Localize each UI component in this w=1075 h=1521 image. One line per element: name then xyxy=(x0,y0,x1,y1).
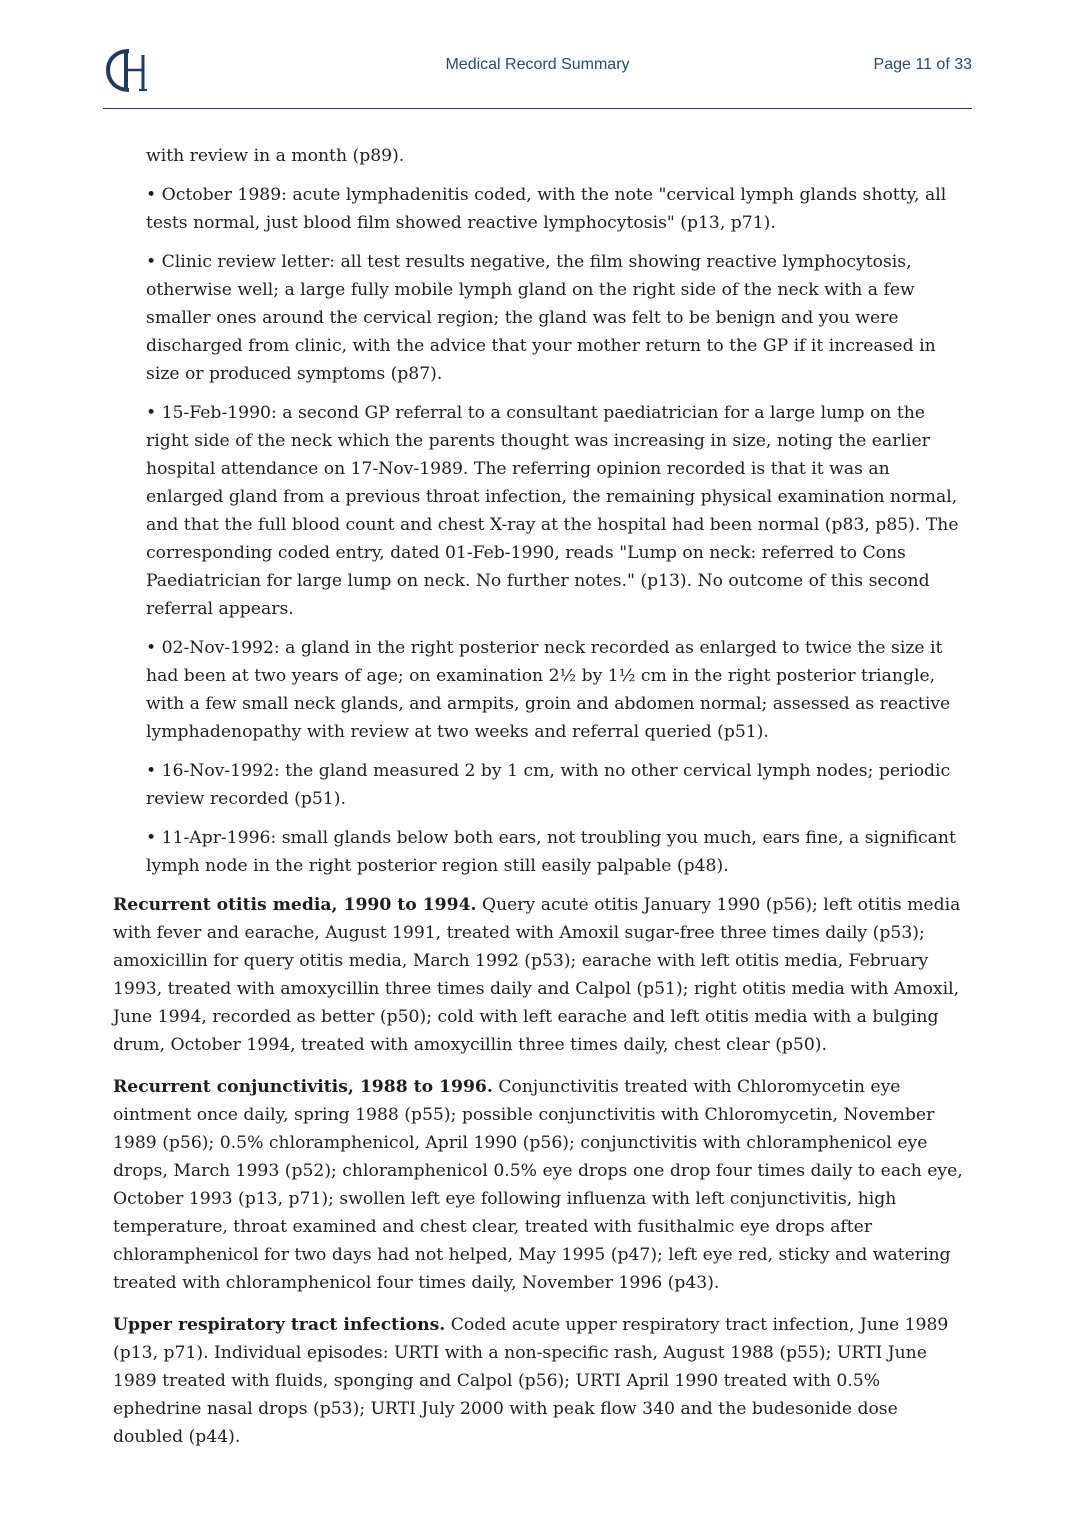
section-otitis-media xyxy=(113,891,965,1059)
document-title: Medical Record Summary xyxy=(445,56,630,73)
section-heading: Recurrent conjunctivitis, 1988 to 1996. xyxy=(113,1077,493,1097)
list-item: • 02-Nov-1992: a gland in the right posterior neck recorded as enlarged to twice the size it had been at two years of age; on examination 2½ by 1½ cm in the right posterior triangle, with a few small neck glands, and armpits, groin and abdomen normal; assessed as reactive lymphadenopathy with review at two weeks and referral queried (p51). xyxy=(146,638,951,742)
section-heading: Upper respiratory tract infections. xyxy=(113,1315,446,1335)
section-conjunctivitis xyxy=(113,1073,965,1297)
list-item: • Clinic review letter: all test results negative, the film showing reactive lymphocytosis, otherwise well; a large fully mobile lymph gland on the right side of the neck with a few smaller ones around the cervical region; the gland was felt to be benign and you were discharged from clinic, with the advice that your mother return to the GP if it increased in size or produced symptoms (p87). xyxy=(146,252,936,384)
page-number: Page 11 of 33 xyxy=(873,56,972,73)
page-content xyxy=(113,142,965,1465)
section-urti xyxy=(113,1311,965,1451)
list-item: • 11-Apr-1996: small glands below both ears, not troubling you much, ears fine, a significant lymph node in the right posterior region still easily palpable (p48). xyxy=(146,828,956,876)
list-item: • October 1989: acute lymphadenitis coded, with the note "cervical lymph glands shotty, all tests normal, just blood film showed reactive lymphocytosis" (p13, p71). xyxy=(146,185,947,233)
section-body: Coded acute upper respiratory tract infection, June 1989 (p13, p71). Individual episodes: URTI with a non-specific rash, August 1988 (p55); URTI June 1989 treated with fluids, sponging and Calpol (p56); URTI April 1990 treated with 0.5% ephedrine nasal drops (p53); URTI July 2000 with peak flow 340 and the budesonide dose doubled (p44). xyxy=(113,1315,949,1447)
section-heading: Recurrent otitis media, 1990 to 1994. xyxy=(113,895,477,915)
list-item: • 15-Feb-1990: a second GP referral to a consultant paediatrician for a large lump on the right side of the neck which the parents thought was increasing in size, noting the earlier hospital attendance on 17-Nov-1989. The referring opinion recorded is that it was an enlarged gland from a previous throat infection, the remaining physical examination normal, and that the full blood count and chest X-ray at the hospital had been normal (p83, p85). The corresponding coded entry, dated 01-Feb-1990, reads "Lump on neck: referred to Cons Paediatrician for large lump on neck. No further notes." (p13). No outcome of this second referral appears. xyxy=(146,403,959,619)
list-item: with review in a month (p89). xyxy=(146,146,405,166)
section-body: Query acute otitis January 1990 (p56); left otitis media with fever and earache, August 1991, treated with Amoxil sugar-free three times daily (p53); amoxicillin for query otitis media, March 1992 (p53); earache with left otitis media, February 1993, treated with amoxycillin three times daily and Calpol (p51); right otitis media with Amoxil, June 1994, recorded as better (p50); cold with left earache and left otitis media with a bulging drum, October 1994, treated with amoxycillin three times daily, chest clear (p50). xyxy=(113,895,961,1055)
page-header xyxy=(103,44,972,109)
list-item: • 16-Nov-1992: the gland measured 2 by 1 cm, with no other cervical lymph nodes; periodic review recorded (p51). xyxy=(146,761,951,809)
section-body: Conjunctivitis treated with Chloromycetin eye ointment once daily, spring 1988 (p55); possible conjunctivitis with Chloromycetin, November 1989 (p56); 0.5% chloramphenicol, April 1990 (p56); conjunctivitis with chloramphenicol eye drops, March 1993 (p52); chloramphenicol 0.5% eye drops one drop four times daily to each eye, October 1993 (p13, p71); swollen left eye following influenza with left conjunctivitis, high temperature, throat examined and chest clear, treated with fusithalmic eye drops after chloramphenicol for two days had not helped, May 1995 (p47); left eye red, sticky and watering treated with chloramphenicol four times daily, November 1996 (p43). xyxy=(113,1077,963,1293)
